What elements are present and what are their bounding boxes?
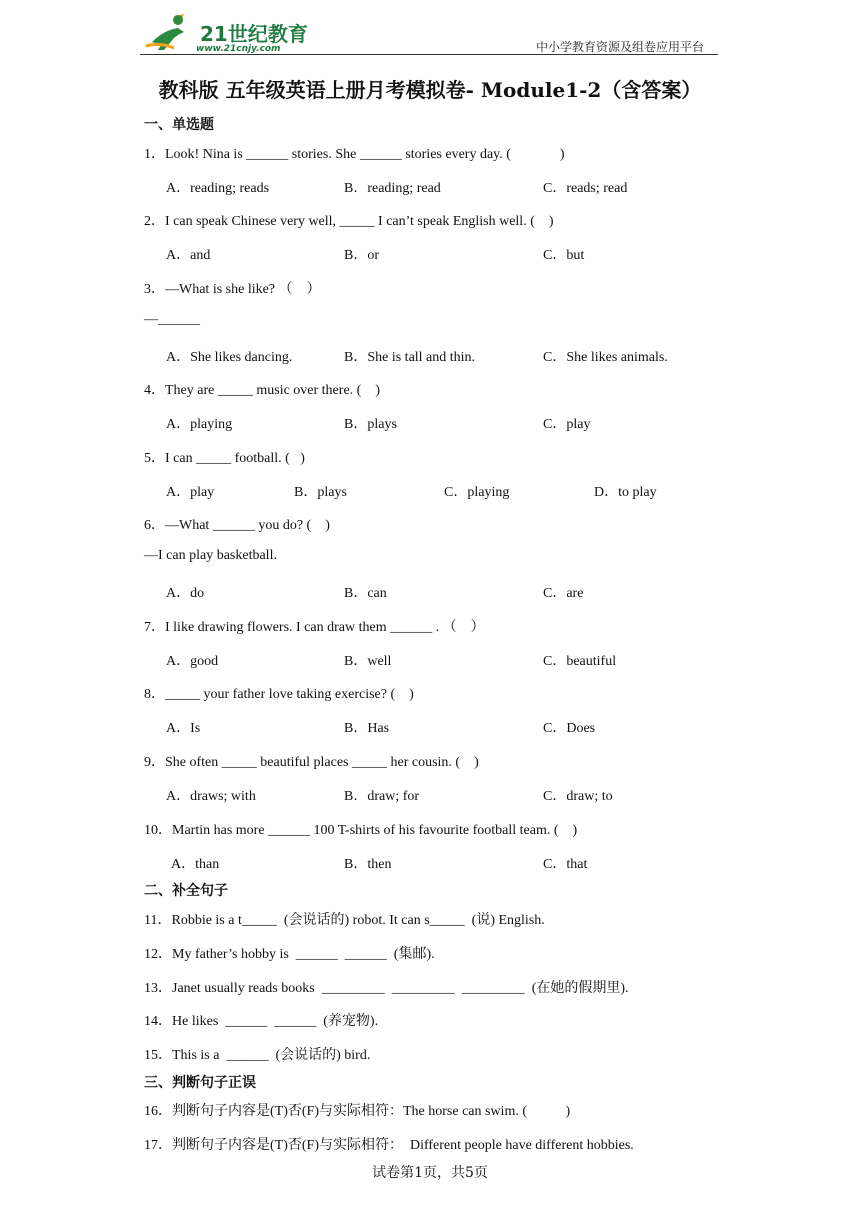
option-6c[interactable]: C．are	[543, 586, 584, 601]
option-1c[interactable]: C．reads; read	[543, 181, 628, 196]
option-2c[interactable]: C．but	[543, 248, 585, 263]
option-3c[interactable]: C．She likes animals.	[543, 350, 668, 365]
question-16: 16．判断句子内容是(T)否(F)与实际相符：The horse can swim. ( )	[144, 1104, 571, 1119]
question-2: 2．I can speak Chinese very well, _____ I can’t speak English well. ( )	[144, 214, 554, 229]
option-4b[interactable]: B．plays	[344, 417, 397, 432]
option-7a[interactable]: A．good	[166, 654, 219, 669]
option-9a[interactable]: A．draws; with	[166, 789, 256, 804]
question-8: 8．_____ your father love taking exercise? ( )	[144, 687, 414, 702]
option-10a[interactable]: A．than	[171, 857, 220, 872]
option-8b[interactable]: B．Has	[344, 721, 390, 736]
option-5c[interactable]: C．playing	[444, 485, 510, 500]
question-7: 7．I like drawing flowers. I can draw them ______ . （ ）	[144, 620, 485, 635]
page-title: 教科版 五年级英语上册月考模拟卷- Module1-2（含答案）	[158, 78, 702, 102]
question-5: 5．I can _____ football. ( )	[144, 451, 305, 466]
option-1a[interactable]: A．reading; reads	[166, 181, 270, 196]
section-heading-2: 二、补全句子	[144, 883, 228, 899]
logo-text: 21世纪教育	[200, 22, 308, 46]
option-3a[interactable]: A．She likes dancing.	[166, 350, 293, 365]
option-10b[interactable]: B．then	[344, 857, 392, 872]
option-3b[interactable]: B．She is tall and thin.	[344, 350, 476, 365]
question-13: 13．Janet usually reads books _________ _________ _________ (在她的假期里).	[144, 981, 629, 996]
section-heading-1: 一、单选题	[144, 117, 214, 133]
question-9: 9．She often _____ beautiful places _____ her cousin. ( )	[144, 755, 479, 770]
option-7b[interactable]: B．well	[344, 654, 392, 669]
question-1: 1．Look! Nina is ______ stories. She ______ stories every day. ( )	[144, 147, 565, 162]
question-3: 3．—What is she like? （ ）	[144, 282, 321, 297]
page-header	[140, 10, 718, 56]
logo-url: www.21cnjy.com	[196, 44, 281, 54]
question-14: 14．He likes ______ ______ (养宠物).	[144, 1014, 379, 1029]
option-8a[interactable]: A．Is	[166, 721, 201, 736]
question-17: 17．判断句子内容是(T)否(F)与实际相符： Different people have different hobbies.	[144, 1138, 634, 1153]
section-heading-3: 三、判断句子正误	[144, 1075, 256, 1091]
option-8c[interactable]: C．Does	[543, 721, 596, 736]
question-6-answer-line: —I can play basketball.	[144, 548, 277, 563]
option-5b[interactable]: B．plays	[294, 485, 347, 500]
option-6a[interactable]: A．do	[166, 586, 205, 601]
option-9c[interactable]: C．draw; to	[543, 789, 613, 804]
option-4c[interactable]: C．play	[543, 417, 591, 432]
option-7c[interactable]: C．beautiful	[543, 654, 617, 669]
platform-name: 中小学教育资源及组卷应用平台	[535, 40, 704, 54]
header-divider	[140, 54, 718, 55]
option-4a[interactable]: A．playing	[166, 417, 233, 432]
option-2a[interactable]: A．and	[166, 248, 211, 263]
question-15: 15．This is a ______ (会说话的) bird.	[144, 1048, 371, 1063]
page-footer: 试卷第1页，共5页	[372, 1165, 488, 1181]
question-3-answer-line: —______	[144, 312, 200, 327]
runner-logo-icon	[144, 12, 200, 54]
option-6b[interactable]: B．can	[344, 586, 387, 601]
question-6: 6．—What ______ you do? ( )	[144, 518, 330, 533]
option-9b[interactable]: B．draw; for	[344, 789, 420, 804]
logo	[144, 12, 314, 56]
option-5d[interactable]: D．to play	[594, 485, 657, 500]
option-2b[interactable]: B．or	[344, 248, 379, 263]
question-10: 10．Martin has more ______ 100 T-shirts of his favourite football team. ( )	[144, 823, 578, 838]
question-11: 11．Robbie is a t_____ (会说话的) robot. It can s_____ (说) English.	[144, 913, 545, 928]
question-12: 12．My father’s hobby is ______ ______ (集邮).	[144, 947, 435, 962]
question-4: 4．They are _____ music over there. ( )	[144, 383, 380, 398]
option-5a[interactable]: A．play	[166, 485, 215, 500]
option-10c[interactable]: C．that	[543, 857, 588, 872]
option-1b[interactable]: B．reading; read	[344, 181, 441, 196]
